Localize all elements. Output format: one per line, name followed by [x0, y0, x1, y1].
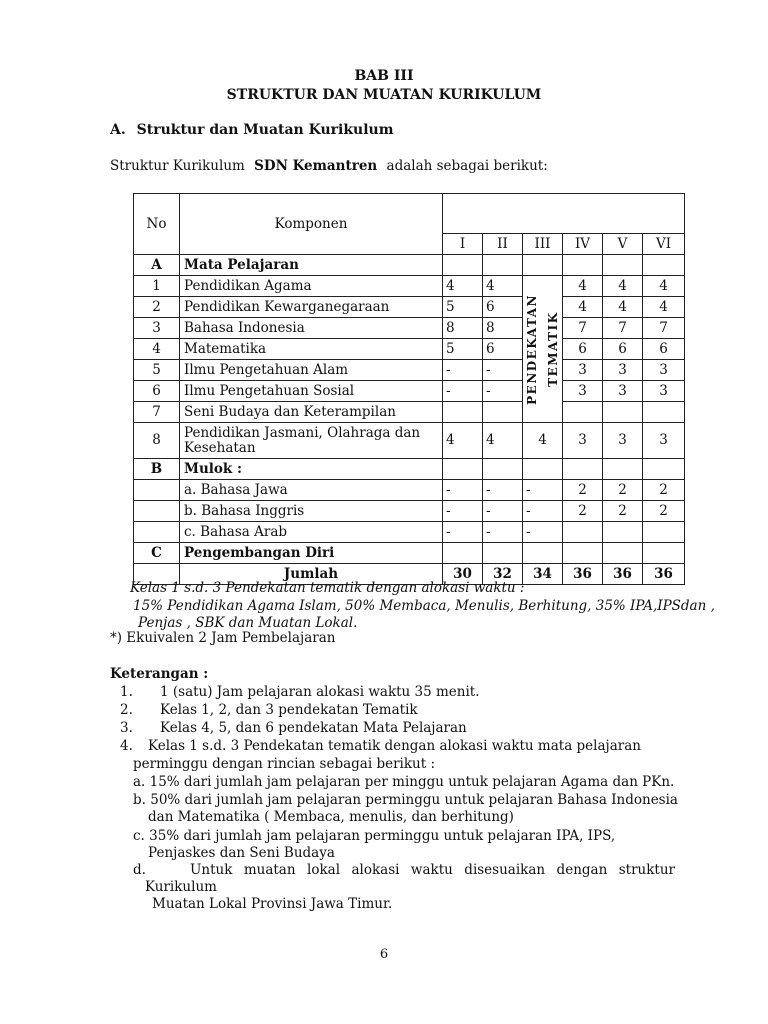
keterangan-item-num: 1.	[120, 684, 133, 700]
total-value: 34	[523, 564, 563, 585]
cell-value	[483, 402, 523, 423]
intro-suffix: adalah sebagai berikut:	[386, 158, 548, 174]
cell-value: 3	[603, 381, 643, 402]
cell-value: 3	[603, 423, 643, 459]
cell-value	[563, 402, 603, 423]
tematik-cell	[523, 276, 563, 423]
mulok-name: a. Bahasa Jawa	[180, 480, 443, 501]
row-no: 3	[134, 318, 180, 339]
subject-name: Matematika	[180, 339, 443, 360]
cell-value: 3	[563, 381, 603, 402]
section-row-a	[134, 255, 685, 276]
section-title: Struktur dan Muatan Kurikulum	[136, 122, 394, 138]
keterangan-sub-c1: c. 35% dari jumlah jam pelajaran perminggu untuk pelajaran IPA, IPS,	[133, 828, 616, 844]
class-header: VI	[643, 234, 685, 255]
table-row	[134, 339, 685, 360]
cell-value: 2	[643, 480, 685, 501]
row-no: 1	[134, 276, 180, 297]
subject-name: Bahasa Indonesia	[180, 318, 443, 339]
cell-value: 7	[563, 318, 603, 339]
keterangan-item-text: Kelas 1, 2, dan 3 pendekatan Tematik	[160, 702, 418, 718]
cell-value: 2	[563, 480, 603, 501]
cell-value: -	[523, 522, 563, 543]
keterangan-item-num: 3.	[120, 720, 133, 736]
subject-name: Pendidikan Jasmani, Olahraga dan Kesehatan	[180, 423, 443, 459]
total-value: 36	[643, 564, 685, 585]
table-row	[134, 423, 685, 459]
section-title-cell: Pengembangan Diri	[180, 543, 443, 564]
section-title-cell: Mulok :	[180, 459, 443, 480]
keterangan-item-num: 2.	[120, 702, 133, 718]
cell-value: 4	[563, 297, 603, 318]
keterangan-sub-d3: Muatan Lokal Provinsi Jawa Timur.	[152, 896, 393, 912]
class-header: I	[443, 234, 483, 255]
mulok-name: c. Bahasa Arab	[180, 522, 443, 543]
cell-value: 8	[443, 318, 483, 339]
class-header: V	[603, 234, 643, 255]
cell-value	[563, 522, 603, 543]
chapter-title: STRUKTUR DAN MUATAN KURIKULUM	[226, 87, 542, 103]
keterangan-item4-cont: perminggu dengan rincian sebagai berikut :	[133, 756, 435, 772]
keterangan-item-text: Kelas 4, 5, dan 6 pendekatan Mata Pelajaran	[160, 720, 467, 736]
section-code: B	[134, 459, 180, 480]
keterangan-title: Keterangan :	[110, 666, 209, 682]
table-row	[134, 480, 685, 501]
total-value: 32	[483, 564, 523, 585]
section-code: C	[134, 543, 180, 564]
cell-value: 5	[443, 297, 483, 318]
cell-value: 7	[643, 318, 685, 339]
tematik-label-1: PENDEKATAN	[525, 293, 540, 405]
cell-value: 4	[643, 297, 685, 318]
mulok-name: b. Bahasa Inggris	[180, 501, 443, 522]
cell-value: 2	[603, 501, 643, 522]
keterangan-sub-a: a. 15% dari jumlah jam pelajaran per minggu untuk pelajaran Agama dan PKn.	[133, 774, 675, 790]
cell-value	[603, 402, 643, 423]
cell-value: 2	[563, 501, 603, 522]
keterangan-item-text: Kelas 1 s.d. 3 Pendekatan tematik dengan alokasi waktu mata pelajaran	[148, 738, 641, 754]
subject-name: Seni Budaya dan Keterampilan	[180, 402, 443, 423]
class-header: III	[523, 234, 563, 255]
cell-value: -	[443, 501, 483, 522]
subject-name: Ilmu Pengetahuan Sosial	[180, 381, 443, 402]
cell-value: -	[523, 480, 563, 501]
cell-value: 4	[443, 423, 483, 459]
subject-name: Pendidikan Agama	[180, 276, 443, 297]
cell-value	[443, 402, 483, 423]
cell-value: 3	[643, 381, 685, 402]
class-header: IV	[563, 234, 603, 255]
section-row-b	[134, 459, 685, 480]
cell-value: 8	[483, 318, 523, 339]
row-no: 8	[134, 423, 180, 459]
header-no: No	[134, 194, 180, 255]
cell-value: 6	[603, 339, 643, 360]
cell-value: 4	[443, 276, 483, 297]
tematik-label-2: TEMATIK	[545, 311, 560, 387]
table-row	[134, 501, 685, 522]
section-title-cell: Mata Pelajaran	[180, 255, 443, 276]
cell-value: -	[483, 501, 523, 522]
note-ekuivalen: *) Ekuivalen 2 Jam Pembelajaran	[110, 630, 336, 646]
cell-value: -	[443, 360, 483, 381]
keterangan-item-num: 4.	[120, 738, 133, 754]
cell-value	[603, 522, 643, 543]
row-no: 7	[134, 402, 180, 423]
total-value: 36	[563, 564, 603, 585]
cell-value: -	[483, 480, 523, 501]
cell-value: 6	[643, 339, 685, 360]
school-name: SDN Kemantren	[254, 158, 378, 174]
cell-value: 4	[483, 423, 523, 459]
intro-prefix: Struktur Kurikulum	[110, 158, 245, 174]
header-komponen: Komponen	[180, 194, 443, 255]
table-row	[134, 318, 685, 339]
keterangan-sub-d-label: d.	[133, 862, 146, 878]
cell-value: -	[443, 480, 483, 501]
cell-value: -	[483, 381, 523, 402]
subject-name: Ilmu Pengetahuan Alam	[180, 360, 443, 381]
row-no: 5	[134, 360, 180, 381]
intro-sentence	[110, 158, 548, 174]
note-italic-3: Penjas , SBK dan Muatan Lokal.	[138, 615, 358, 631]
cell-value: 6	[483, 297, 523, 318]
keterangan-sub-d1: Untuk muatan lokal alokasi waktu disesuaikan dengan struktur	[190, 862, 675, 878]
cell-value: -	[523, 501, 563, 522]
table-row	[134, 360, 685, 381]
cell-value: 3	[643, 423, 685, 459]
cell-value: 4	[643, 276, 685, 297]
keterangan-sub-b1: b. 50% dari jumlah jam pelajaran perminggu untuk pelajaran Bahasa Indonesia	[133, 792, 678, 808]
cell-value: -	[443, 522, 483, 543]
section-row-c	[134, 543, 685, 564]
table-row	[134, 297, 685, 318]
row-no: 2	[134, 297, 180, 318]
cell-value: 7	[603, 318, 643, 339]
cell-value: 3	[603, 360, 643, 381]
keterangan-item-text: 1 (satu) Jam pelajaran alokasi waktu 35 menit.	[160, 684, 480, 700]
cell-value: -	[483, 522, 523, 543]
table-row	[134, 522, 685, 543]
table-row	[134, 276, 685, 297]
page-number: 6	[379, 947, 389, 962]
row-no: 4	[134, 339, 180, 360]
chapter-label: BAB III	[354, 68, 414, 84]
curriculum-table	[133, 193, 685, 585]
cell-value: 4	[523, 423, 563, 459]
cell-value: 6	[563, 339, 603, 360]
keterangan-sub-c2: Penjaskes dan Seni Budaya	[148, 845, 335, 861]
cell-value: 4	[603, 276, 643, 297]
table-header-row	[134, 194, 685, 234]
cell-value: 5	[443, 339, 483, 360]
cell-value: 4	[603, 297, 643, 318]
cell-value: 4	[563, 276, 603, 297]
section-heading	[110, 122, 394, 138]
cell-value: 2	[643, 501, 685, 522]
total-value: 36	[603, 564, 643, 585]
section-label: A.	[110, 122, 126, 138]
keterangan-sub-d2: Kurikulum	[145, 879, 217, 895]
cell-value	[643, 522, 685, 543]
total-value: 30	[443, 564, 483, 585]
note-italic-1: Kelas 1 s.d. 3 Pendekatan tematik dengan alokasi waktu :	[130, 580, 525, 596]
cell-value: 3	[563, 423, 603, 459]
subject-name: Pendidikan Kewarganegaraan	[180, 297, 443, 318]
cell-value: 6	[483, 339, 523, 360]
cell-value: 4	[483, 276, 523, 297]
table-row	[134, 381, 685, 402]
note-italic-2: 15% Pendidikan Agama Islam, 50% Membaca, Menulis, Berhitung, 35% IPA,IPSdan ,	[133, 598, 715, 614]
cell-value: -	[483, 360, 523, 381]
cell-value: 2	[603, 480, 643, 501]
class-header: II	[483, 234, 523, 255]
section-code: A	[134, 255, 180, 276]
header-class-group	[443, 194, 685, 234]
keterangan-sub-b2: dan Matematika ( Membaca, menulis, dan berhitung)	[148, 809, 514, 825]
cell-value: 3	[563, 360, 603, 381]
total-label: Jumlah	[180, 564, 443, 585]
table-row	[134, 402, 685, 423]
cell-value	[643, 402, 685, 423]
cell-value: 3	[643, 360, 685, 381]
row-no: 6	[134, 381, 180, 402]
cell-value: -	[443, 381, 483, 402]
